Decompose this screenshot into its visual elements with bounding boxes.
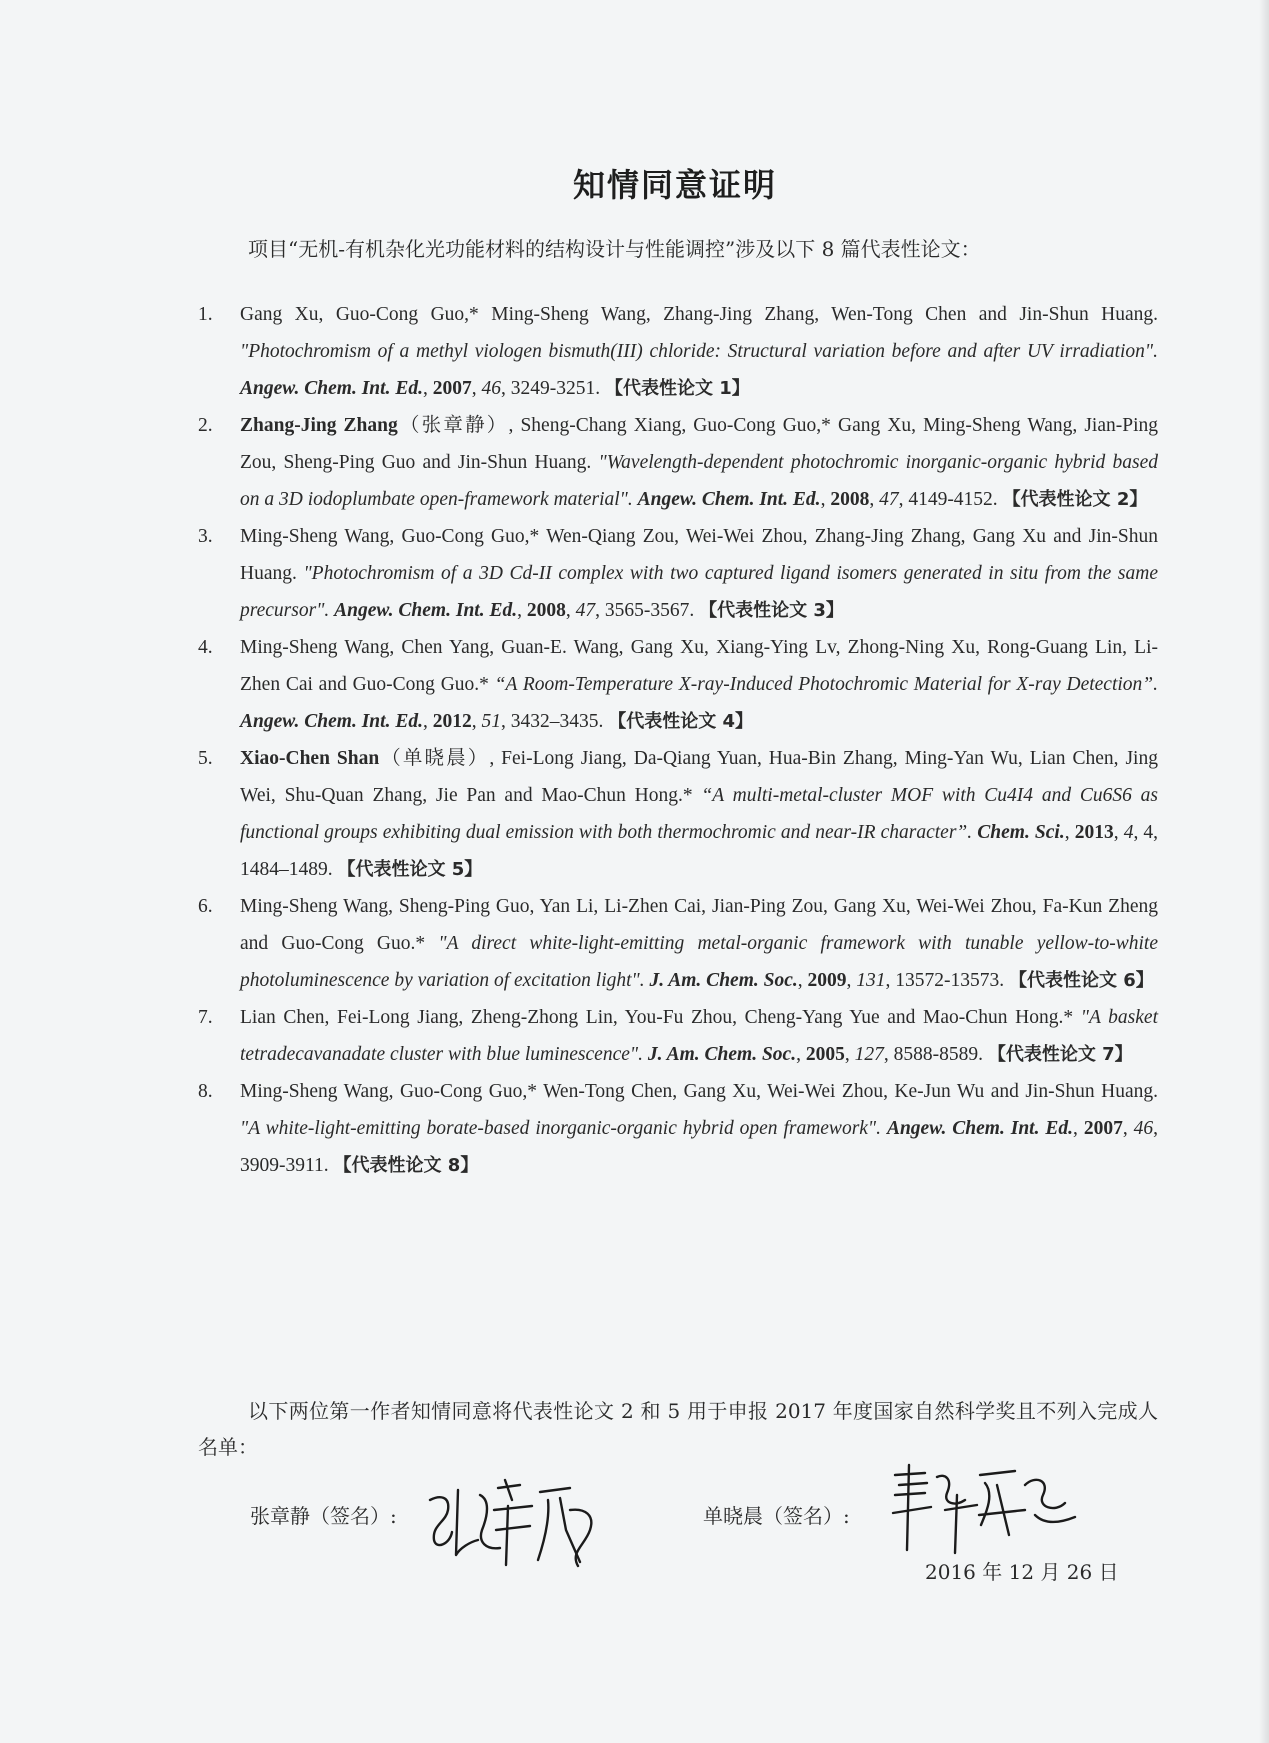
reference-authors: Ming-Sheng Wang, Guo-Cong Guo,* Wen-Qiang Zou, Wei-Wei Zhou, Zhang-Jing Zhang, Gang Xu and Jin-Shun Huang. [240, 526, 1158, 584]
reference-authors: , Sheng-Chang Xiang, Guo-Cong Guo,* Gang Xu, Ming-Sheng Wang, Jian-Ping Zou, Sheng-Ping Guo and Jin-Shun Huang. [240, 415, 1158, 473]
signature-label-1: 张章静（签名）: [250, 1504, 397, 1528]
reference-authors: , Fei-Long Jiang, Da-Qiang Yuan, Hua-Bin Zhang, Ming-Yan Wu, Lian Chen, Jing Wei, Shu-Quan Zhang, Jie Pan and Mao-Chun Hong.* [240, 748, 1158, 806]
reference-year: 2005 [805, 1044, 845, 1065]
reference-year: 2012 [432, 711, 472, 732]
reference-number: 6. [198, 896, 213, 917]
reference-journal: Angew. Chem. Int. Ed. [240, 378, 423, 399]
reference-year: 2009 [807, 970, 847, 991]
reference-volume: 46 [1133, 1118, 1154, 1139]
reference-year: 2008 [526, 600, 566, 621]
reference-journal: Chem. Sci. [977, 822, 1065, 843]
reference-year: 2007 [432, 378, 472, 399]
reference-authors: Ming-Sheng Wang, Sheng-Ping Guo, Yan Li, Li-Zhen Cai, Jian-Ping Zou, Gang Xu, Wei-Wei Zhou, Fa-Kun Zheng and Guo-Cong Guo.* [240, 896, 1158, 954]
reference-item: 3. Ming-Sheng Wang, Guo-Cong Guo,* Wen-Qiang Zou, Wei-Wei Zhou, Zhang-Jing Zhang, Gang Xu and Jin-Shun Huang. "Photochromism of a 3D Cd-II complex with two captured ligand isomers generated in situ from the same precursor". Angew. Chem. Int. Ed., 2008, 47, 3565-3567. 【代表性论文 3】 [198, 518, 1158, 629]
handwritten-signature-2 [885, 1455, 1085, 1565]
reference-number: 5. [198, 748, 213, 769]
reference-year: 2013 [1074, 822, 1114, 843]
reference-year: 2008 [830, 489, 870, 510]
reference-volume: 46 [481, 378, 501, 399]
reference-authors: Ming-Sheng Wang, Chen Yang, Guan-E. Wang, Gang Xu, Xiang-Ying Lv, Zhong-Ning Xu, Rong-Guang Lin, Li-Zhen Cai and Guo-Cong Guo.* [240, 637, 1158, 695]
reference-journal: Angew. Chem. Int. Ed. [637, 489, 821, 510]
representative-paper-tag: 【代表性论文 6】 [1008, 970, 1154, 991]
consent-paragraph: 以下两位第一作者知情同意将代表性论文 2 和 5 用于申报 2017 年度国家自然科学奖且不列入完成人名单： [198, 1399, 1158, 1459]
representative-paper-tag: 【代表性论文 2】 [1002, 489, 1148, 510]
reference-journal: Angew. Chem. Int. Ed. [240, 711, 423, 732]
reference-volume: 47 [575, 600, 596, 621]
reference-journal: Angew. Chem. Int. Ed. [886, 1118, 1074, 1139]
reference-year: 2007 [1083, 1118, 1123, 1139]
reference-volume: 51 [481, 711, 501, 732]
reference-item: 5. Xiao-Chen Shan（单晓晨）, Fei-Long Jiang, Da-Qiang Yuan, Hua-Bin Zhang, Ming-Yan Wu, Lian Chen, Jing Wei, Shu-Quan Zhang, Jie Pan and Mao-Chun Hong.* “A multi-metal-cluster MOF with Cu4I4 and Cu6S6 as functional groups exhibiting dual emission with both thermochromic and near-IR character”. Chem. Sci., 2013, 4, 4, 1484–1489. 【代表性论文 5】 [198, 740, 1158, 888]
reference-journal: J. Am. Chem. Soc. [647, 1044, 797, 1065]
reference-item: 6. Ming-Sheng Wang, Sheng-Ping Guo, Yan Li, Li-Zhen Cai, Jian-Ping Zou, Gang Xu, Wei-Wei Zhou, Fa-Kun Zheng and Guo-Cong Guo.* "A direct white-light-emitting metal-organic framework with tunable yellow-to-white photoluminescence by variation of excitation light". J. Am. Chem. Soc., 2009, 131, 13572-13573. 【代表性论文 6】 [198, 888, 1158, 999]
reference-volume: 131 [856, 970, 886, 991]
reference-pages: 3909-3911. [240, 1155, 329, 1176]
reference-journal: Angew. Chem. Int. Ed. [334, 600, 518, 621]
representative-paper-tag: 【代表性论文 4】 [608, 711, 753, 732]
reference-authors: Ming-Sheng Wang, Guo-Cong Guo,* Wen-Tong Chen, Gang Xu, Wei-Wei Zhou, Ke-Jun Wu and Jin-Shun Huang. [240, 1081, 1158, 1102]
reference-number: 3. [198, 526, 213, 547]
first-author-bold: Zhang-Jing Zhang [240, 415, 398, 436]
reference-authors: Gang Xu, Guo-Cong Guo,* Ming-Sheng Wang, Zhang-Jing Zhang, Wen-Tong Chen and Jin-Shun Huang. [240, 304, 1158, 325]
representative-paper-tag: 【代表性论文 7】 [987, 1044, 1133, 1065]
reference-issue: 4 [1143, 822, 1154, 843]
reference-item: 2. Zhang-Jing Zhang（张章静）, Sheng-Chang Xiang, Guo-Cong Guo,* Gang Xu, Ming-Sheng Wang, Jian-Ping Zou, Sheng-Ping Guo and Jin-Shun Huang. "Wavelength-dependent photochromic inorganic-organic hybrid based on a 3D iodoplumbate open-framework material". Angew. Chem. Int. Ed., 2008, 47, 4149-4152. 【代表性论文 2】 [198, 407, 1158, 518]
reference-item: 1. Gang Xu, Guo-Cong Guo,* Ming-Sheng Wang, Zhang-Jing Zhang, Wen-Tong Chen and Jin-Shun Huang. "Photochromism of a methyl viologen bismuth(III) chloride: Structural variation before and after UV irradiation". Angew. Chem. Int. Ed., 2007, 46, 3249-3251. 【代表性论文 1】 [198, 296, 1158, 407]
reference-number: 1. [198, 304, 213, 325]
reference-title: "Photochromism of a 3D Cd-II complex with two captured ligand isomers generated in situ from the same precursor". [240, 563, 1158, 621]
reference-pages: 3432–3435. [510, 711, 604, 732]
representative-paper-tag: 【代表性论文 5】 [337, 859, 483, 880]
scan-edge [1259, 0, 1269, 1743]
reference-volume: 127 [854, 1044, 884, 1065]
reference-number: 4. [198, 637, 213, 658]
reference-title: "A basket tetradecavanadate cluster with blue luminescence". [240, 1007, 1158, 1065]
reference-title: "A direct white-light-emitting metal-organic framework with tunable yellow-to-white photoluminescence by variation of excitation light". [240, 933, 1159, 991]
reference-pages: 4149-4152. [908, 489, 998, 510]
handwritten-signature-1 [420, 1470, 620, 1580]
reference-volume: 4 [1123, 822, 1134, 843]
intro-line: 项目“无机-有机杂化光功能材料的结构设计与性能调控”涉及以下 8 篇代表性论文： [248, 237, 981, 261]
reference-title: "Photochromism of a methyl viologen bismuth(III) chloride: Structural variation before and after UV irradiation". [240, 341, 1158, 362]
first-author-bold: Xiao-Chen Shan [240, 748, 380, 769]
reference-title: "A white-light-emitting borate-based inorganic-organic hybrid open framework". [240, 1118, 881, 1139]
reference-item: 4. Ming-Sheng Wang, Chen Yang, Guan-E. Wang, Gang Xu, Xiang-Ying Lv, Zhong-Ning Xu, Rong-Guang Lin, Li-Zhen Cai and Guo-Cong Guo.* “A Room-Temperature X-ray-Induced Photochromic Material for X-ray Detection”. Angew. Chem. Int. Ed., 2012, 51, 3432–3435. 【代表性论文 4】 [198, 629, 1158, 740]
reference-pages: 1484–1489. [240, 859, 333, 880]
reference-title: "Wavelength-dependent photochromic inorganic-organic hybrid based on a 3D iodoplumbate open-framework material". [240, 452, 1158, 510]
reference-authors: Lian Chen, Fei-Long Jiang, Zheng-Zhong Lin, You-Fu Zhou, Cheng-Yang Yue and Mao-Chun Hong.* [240, 1007, 1074, 1028]
signature-label-2: 单晓晨（签名）: [703, 1504, 850, 1528]
reference-number: 8. [198, 1081, 213, 1102]
reference-item: 7. Lian Chen, Fei-Long Jiang, Zheng-Zhong Lin, You-Fu Zhou, Cheng-Yang Yue and Mao-Chun Hong.* "A basket tetradecavanadate cluster with blue luminescence". J. Am. Chem. Soc., 2005, 127, 8588-8589. 【代表性论文 7】 [198, 999, 1158, 1073]
reference-pages: 3565-3567. [604, 600, 695, 621]
reference-volume: 47 [879, 489, 899, 510]
date-line: 2016 年 12 月 26 日 [925, 1560, 1119, 1584]
reference-number: 2. [198, 415, 213, 436]
representative-paper-tag: 【代表性论文 1】 [604, 378, 750, 399]
first-author-chinese: （张章静） [397, 415, 509, 436]
reference-pages: 8588-8589. [893, 1044, 983, 1065]
reference-list [198, 296, 1158, 1184]
reference-pages: 3249-3251. [510, 378, 601, 399]
reference-pages: 13572-13573. [895, 970, 1005, 991]
reference-journal: J. Am. Chem. Soc. [649, 970, 798, 991]
reference-title: “A Room-Temperature X-ray-Induced Photochromic Material for X-ray Detection”. [494, 674, 1159, 695]
document-title: 知情同意证明 [572, 166, 777, 204]
reference-number: 7. [198, 1007, 213, 1028]
representative-paper-tag: 【代表性论文 3】 [699, 600, 844, 621]
first-author-chinese: （单晓晨） [379, 748, 490, 769]
reference-title: “A multi-metal-cluster MOF with Cu4I4 and Cu6S6 as functional groups exhibiting dual emission with both thermochromic and near-IR character”. [240, 785, 1159, 843]
reference-item: 8. Ming-Sheng Wang, Guo-Cong Guo,* Wen-Tong Chen, Gang Xu, Wei-Wei Zhou, Ke-Jun Wu and Jin-Shun Huang. "A white-light-emitting borate-based inorganic-organic hybrid open framework". Angew. Chem. Int. Ed., 2007, 46, 3909-3911. 【代表性论文 8】 [198, 1073, 1158, 1184]
representative-paper-tag: 【代表性论文 8】 [333, 1155, 479, 1176]
